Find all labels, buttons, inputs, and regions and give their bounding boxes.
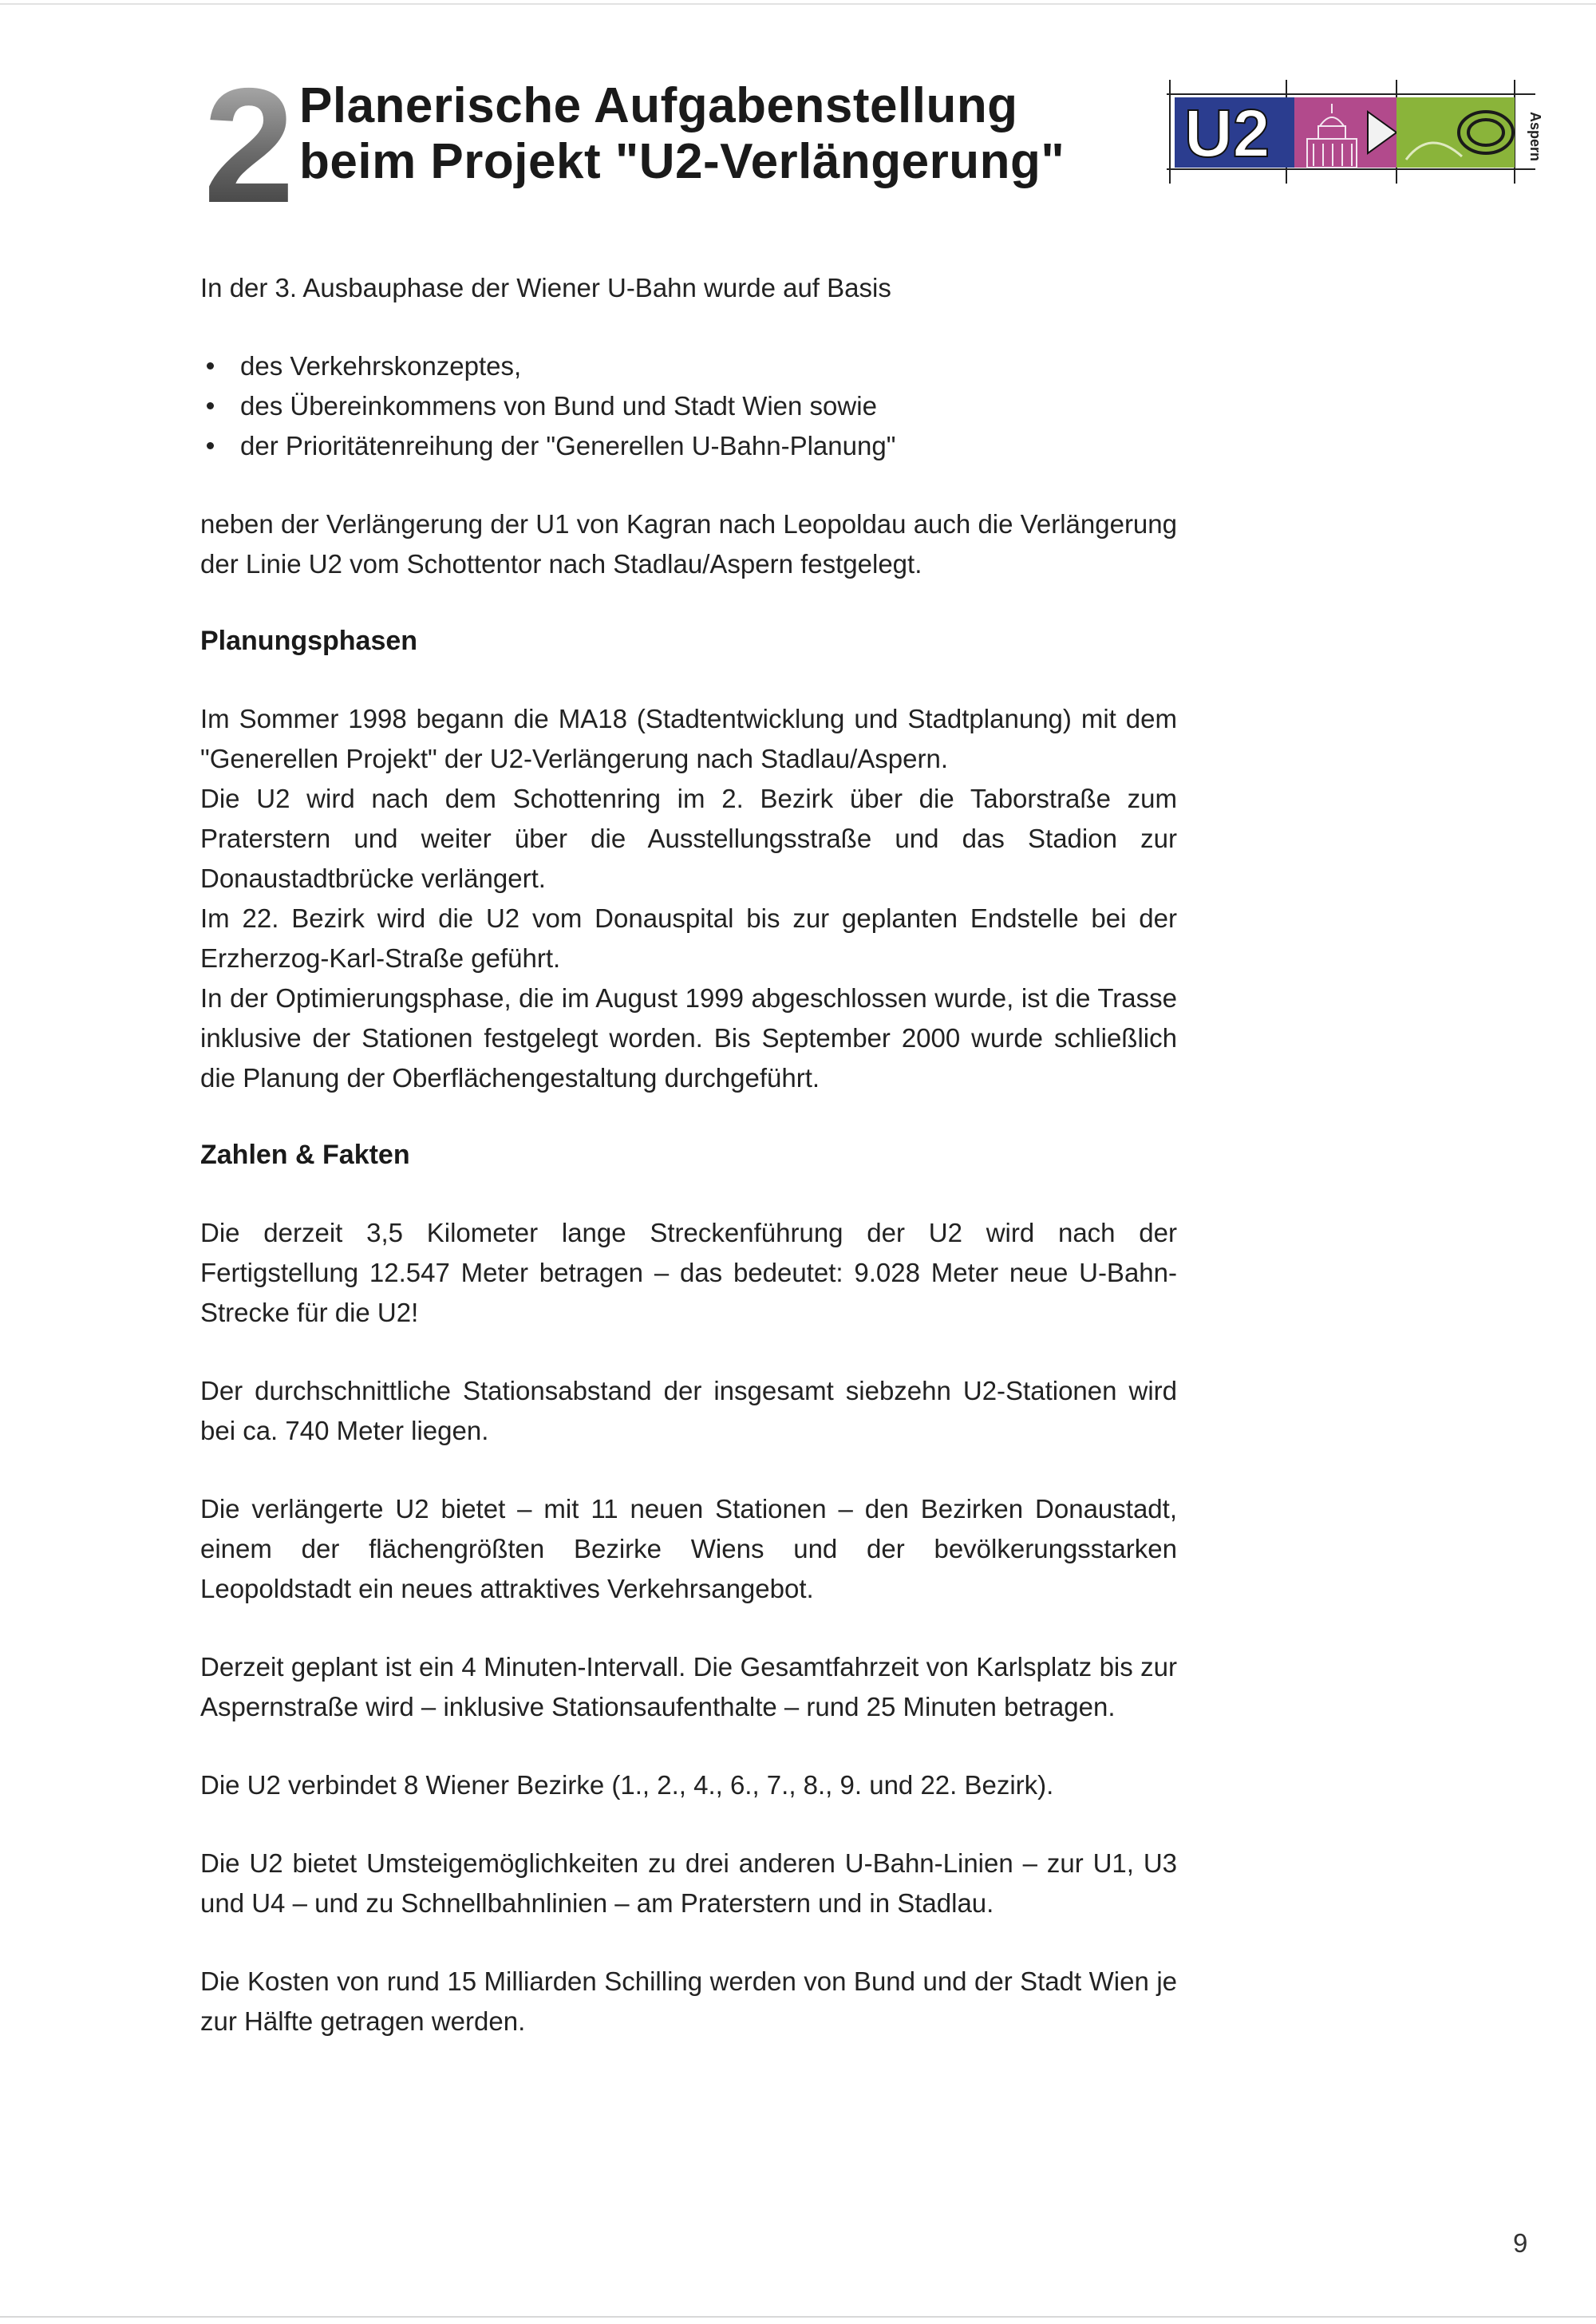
section-heading-facts: Zahlen & Fakten (200, 1140, 410, 1170)
bullet-icon (207, 402, 214, 409)
bullet-icon (207, 362, 214, 370)
list-item: des Übereinkommens von Bund und Stadt Wien sowie (200, 386, 1177, 426)
bullet-icon (207, 442, 214, 449)
title-line-2: beim Projekt "U2-Verlängerung" (299, 134, 1065, 189)
intro-conclusion: neben der Verlängerung der U1 von Kagran nach Leopoldau auch die Verlängerung der Linie U2 vom Schottentor nach Stadlau/Aspern festgelegt. (200, 509, 1177, 579)
title-line-1: Planerische Aufgabenstellung (299, 78, 1018, 133)
list-item: des Verkehrskonzeptes, (200, 346, 1177, 386)
facts-paragraph: Die U2 bietet Umsteigemöglichkeiten zu drei anderen U-Bahn-Linien – zur U1, U3 und U4 – und zu Schnellbahnlinien – am Praterstern und in Stadlau. (200, 1848, 1177, 1918)
facts-paragraph: Die U2 verbindet 8 Wiener Bezirke (1., 2., 4., 6., 7., 8., 9. und 22. Bezirk). (200, 1770, 1054, 1800)
facts-paragraph: Der durchschnittliche Stationsabstand der insgesamt siebzehn U2-Stationen wird bei ca. 740 Meter liegen. (200, 1376, 1177, 1445)
planning-line: Im 22. Bezirk wird die U2 vom Donauspital bis zur geplanten Endstelle bei der Erzherzog-Karl-Straße geführt. (200, 903, 1177, 973)
planning-line: Im Sommer 1998 begann die MA18 (Stadtentwicklung und Stadtplanung) mit dem "Generellen Projekt" der U2-Verlängerung nach Stadlau/Aspern. (200, 704, 1177, 773)
bullet-list (200, 346, 1177, 466)
body-content (200, 268, 1177, 2041)
page-title (299, 78, 1065, 190)
facts-paragraph: Die verlängerte U2 bietet – mit 11 neuen Stationen – den Bezirken Donaustadt, einem der flächengrößten Bezirke Wiens und der bevölkerungsstarken Leopoldstadt ein neues attraktives Verkehrsangebot. (200, 1494, 1177, 1603)
planning-line: In der Optimierungsphase, die im August 1999 abgeschlossen wurde, ist die Trasse inklusive der Stationen festgelegt worden. Bis September 2000 wurde schließlich die Planung der Oberflächengestaltung durchgeführt. (200, 983, 1177, 1093)
planning-line: Die U2 wird nach dem Schottenring im 2. Bezirk über die Taborstraße zum Praterstern und weiter über die Ausstellungsstraße und das Stadion zur Donaustadtbrücke verlängert. (200, 784, 1177, 893)
u2-aspern-logo (1167, 80, 1543, 192)
page-number: 9 (1513, 2228, 1528, 2258)
logo-side-label: Aspern (1527, 112, 1543, 162)
bottom-rule (0, 2316, 1596, 2318)
chapter-number: 2 (203, 54, 295, 237)
section-heading-planning: Planungsphasen (200, 626, 418, 656)
logo-u2-text: U2 (1184, 96, 1270, 171)
facts-paragraph: Die derzeit 3,5 Kilometer lange Streckenführung der U2 wird nach der Fertigstellung 12.547 Meter betragen – das bedeutet: 9.028 Meter neue U-Bahn-Strecke für die U2! (200, 1218, 1177, 1327)
top-rule (0, 3, 1596, 5)
list-item: der Prioritätenreihung der "Generellen U-Bahn-Planung" (200, 426, 1177, 466)
facts-paragraph: Derzeit geplant ist ein 4 Minuten-Intervall. Die Gesamtfahrzeit von Karlsplatz bis zur Aspernstraße wird – inklusive Stationsaufenthalte – rund 25 Minuten betragen. (200, 1652, 1177, 1721)
facts-paragraph: Die Kosten von rund 15 Milliarden Schilling werden von Bund und der Stadt Wien je zur Hälfte getragen werden. (200, 1966, 1177, 2036)
intro-lead: In der 3. Ausbauphase der Wiener U-Bahn wurde auf Basis (200, 273, 891, 302)
